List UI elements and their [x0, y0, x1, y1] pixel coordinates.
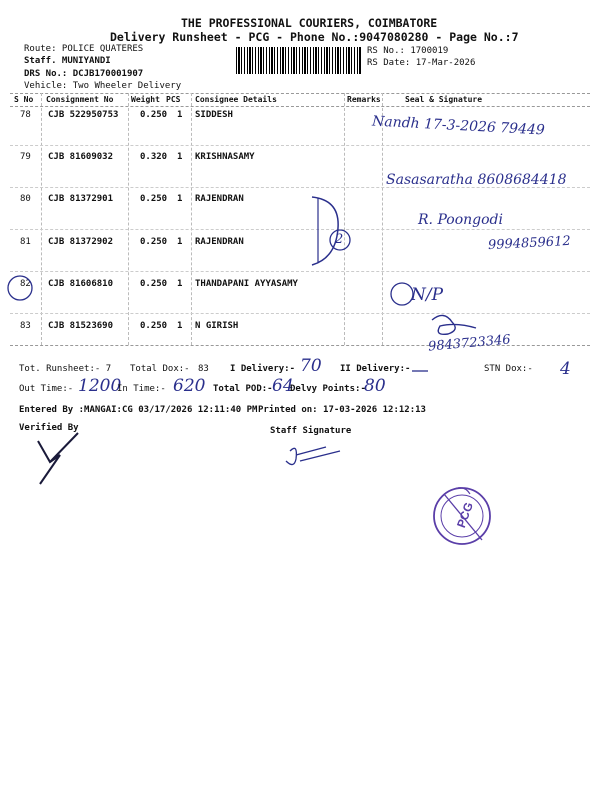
- rs-date: RS Date: 17-Mar-2026: [367, 58, 476, 68]
- row-consignment: CJB 81609032: [48, 152, 114, 162]
- row-weight: 0.320: [140, 152, 168, 162]
- drs-label: DRS No.: DCJB170001907: [24, 69, 144, 79]
- out-time-value: 1200: [78, 376, 122, 396]
- row-consignee: KRISHNASAMY: [195, 152, 255, 162]
- row80-signature: R. Poongodi: [418, 212, 503, 228]
- row-sno: 81: [20, 237, 31, 247]
- col-pcs: PCS: [166, 95, 181, 104]
- col-weight: Weight: [131, 95, 160, 104]
- row-consignee: SIDDESH: [195, 110, 233, 120]
- row-pcs: 1: [177, 279, 183, 289]
- row79-signature: Sasasaratha 8608684418: [386, 172, 567, 188]
- row-pcs: 1: [177, 321, 183, 331]
- i-delivery-value: 70: [300, 356, 322, 376]
- total-pod-value: 64: [272, 376, 294, 396]
- runsheet-subtitle: Delivery Runsheet - PCG - Phone No.:9047080280 - Page No.:7: [110, 30, 519, 44]
- row-pcs: 1: [177, 110, 183, 120]
- row-sno: 80: [20, 194, 31, 204]
- out-time-label: Out Time:-: [19, 384, 74, 394]
- in-time-value: 620: [173, 376, 206, 396]
- row-consignment: CJB 81523690: [48, 321, 114, 331]
- row-consignment: CJB 522950753: [48, 110, 119, 120]
- row81-phone: 9994859612: [487, 233, 572, 254]
- printed-on: Printed on: 17-03-2026 12:12:13: [258, 405, 426, 415]
- col-consignment: Consignment No: [46, 95, 114, 104]
- row-pcs: 1: [177, 237, 183, 247]
- row-weight: 0.250: [140, 279, 168, 289]
- stn-dox-label: STN Dox:-: [484, 364, 533, 374]
- row82-remark: N/P: [411, 285, 444, 305]
- row-consignee: N GIRISH: [195, 321, 239, 331]
- row-consignee: RAJENDRAN: [195, 194, 244, 204]
- row78-signature: Nandh 17-3-2026 79449: [371, 113, 546, 139]
- row-consignee: RAJENDRAN: [195, 237, 244, 247]
- stn-dox-value: 4: [560, 359, 571, 379]
- pcg-stamp: PCG: [453, 500, 477, 530]
- row-consignment: CJB 81372901: [48, 194, 114, 204]
- row-consignment: CJB 81372902: [48, 237, 114, 247]
- entered-by: Entered By :MANGAI:CG 03/17/2026 12:11:40 PM: [19, 405, 258, 415]
- col-sno: S No: [14, 95, 34, 104]
- tot-runsheet: Tot. Runsheet:- 7: [19, 364, 112, 374]
- row-consignment: CJB 81606810: [48, 279, 114, 289]
- i-delivery-label: I Delivery:-: [230, 364, 296, 374]
- col-consignee: Consignee Details: [195, 95, 277, 104]
- row83-phone: 9843723346: [427, 332, 512, 355]
- row-pcs: 1: [177, 152, 183, 162]
- route-label: Route: POLICE QUATERES: [24, 44, 144, 54]
- staff-label: Staff. MUNIYANDI: [24, 56, 111, 66]
- row-weight: 0.250: [140, 237, 168, 247]
- row-sno: 82: [20, 279, 31, 289]
- delivery-points-label: Delvy Points:-: [290, 384, 366, 394]
- total-dox-label: Total Dox:-: [130, 364, 190, 374]
- in-time-label: In Time:-: [117, 384, 166, 394]
- row-consignee: THANDAPANI AYYASAMY: [195, 279, 298, 289]
- verified-by: Verified By: [19, 423, 79, 433]
- staff-signature: Staff Signature: [270, 426, 352, 436]
- row80-81-marker: 2: [335, 232, 344, 247]
- total-pod-label: Total POD:-: [213, 384, 273, 394]
- col-remarks: Remarks: [347, 95, 381, 104]
- rs-number: RS No.: 1700019: [367, 46, 449, 56]
- row-weight: 0.250: [140, 110, 168, 120]
- ii-delivery-label: II Delivery:-: [340, 364, 411, 374]
- company-title: THE PROFESSIONAL COURIERS, COIMBATORE: [181, 16, 438, 30]
- row-sno: 79: [20, 152, 31, 162]
- row-pcs: 1: [177, 194, 183, 204]
- row-sno: 83: [20, 321, 31, 331]
- row-weight: 0.250: [140, 321, 168, 331]
- col-seal: Seal & Signature: [405, 95, 483, 104]
- row-weight: 0.250: [140, 194, 168, 204]
- total-dox-value: 83: [198, 364, 209, 374]
- row-sno: 78: [20, 110, 31, 120]
- delivery-points-value: 80: [364, 376, 386, 396]
- vehicle-label: Vehicle: Two Wheeler Delivery: [24, 81, 182, 91]
